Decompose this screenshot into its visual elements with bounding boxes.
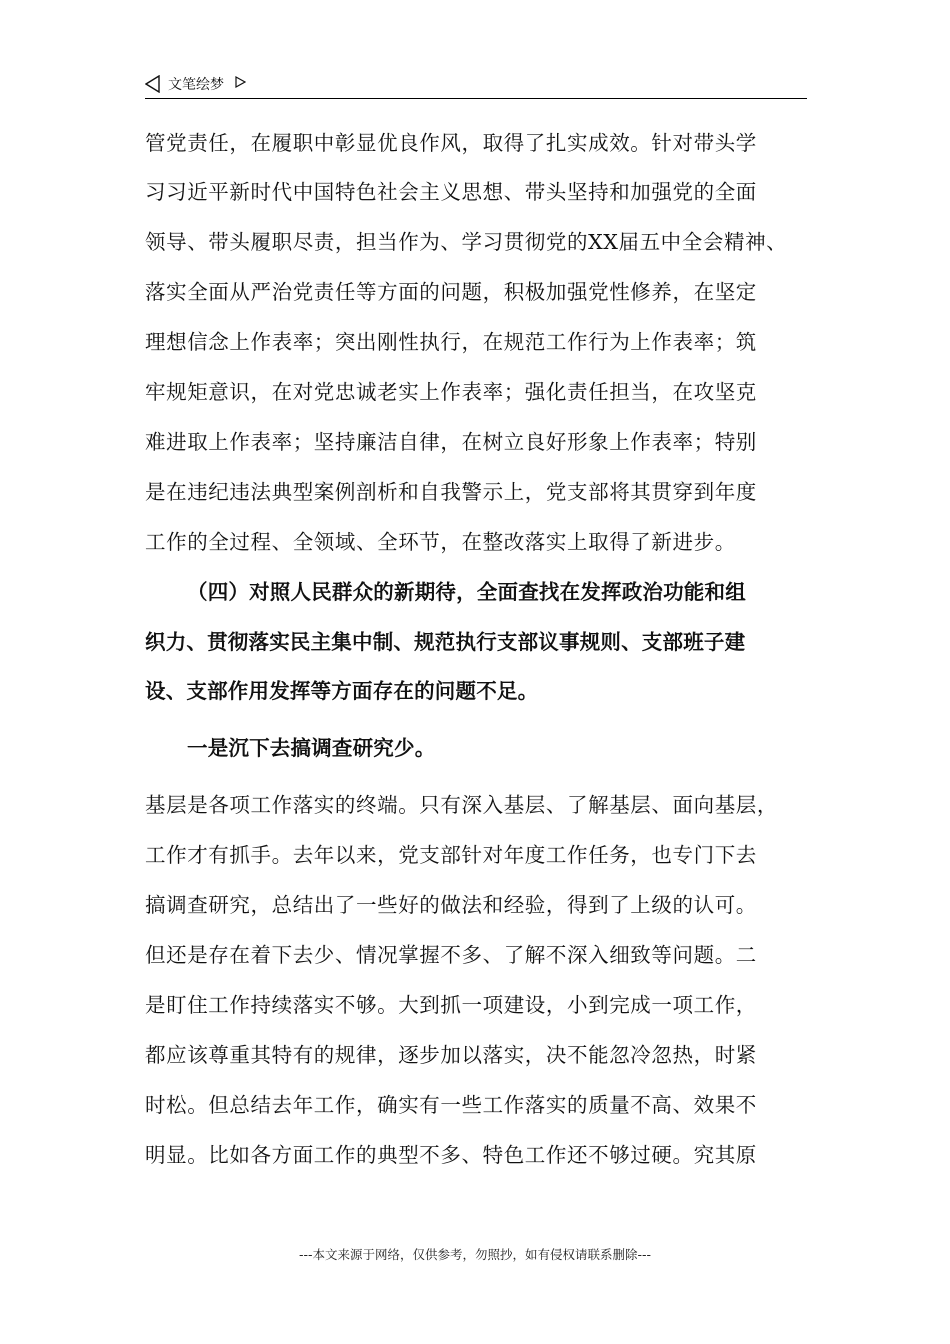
paragraph-line: 明显。比如各方面工作的典型不多、特色工作还不够过硬。究其原 — [145, 1143, 757, 1167]
paragraph-line: 是盯住工作持续落实不够。大到抓一项建设，小到完成一项工作， — [145, 993, 757, 1017]
paragraph-line: 工作的全过程、全领域、全环节，在整改落实上取得了新进步。 — [145, 530, 736, 554]
paragraph-line: 工作才有抓手。去年以来，党支部针对年度工作任务，也专门下去 — [145, 843, 757, 867]
paragraph-line: 管党责任，在履职中彰显优良作风，取得了扎实成效。针对带头学 — [145, 131, 757, 155]
paragraph-line: 牢规矩意识，在对党忠诚老实上作表率；强化责任担当，在攻坚克 — [145, 380, 757, 404]
paragraph-line: 习习近平新时代中国特色社会主义思想、带头坚持和加强党的全面 — [145, 180, 757, 204]
paragraph-line: 搞调查研究，总结出了一些好的做法和经验，得到了上级的认可。 — [145, 893, 757, 917]
triangle-right-outline-icon — [235, 76, 246, 88]
heading-line: 织力、贯彻落实民主集中制、规范执行支部议事规则、支部班子建 — [145, 630, 746, 654]
triangle-left-outline-icon — [145, 75, 161, 93]
paragraph-line: 理想信念上作表率；突出刚性执行，在规范工作行为上作表率；筑 — [145, 330, 757, 354]
paragraph-line: 是在违纪违法典型案例剖析和自我警示上，党支部将其贯穿到年度 — [145, 480, 757, 504]
paragraph-line: 领导、带头履职尽责，担当作为、学习贯彻党的XX届五中全会精神、 — [145, 230, 788, 254]
paragraph-line: 基层是各项工作落实的终端。只有深入基层、了解基层、面向基层， — [145, 793, 778, 817]
heading-line: 设、支部作用发挥等方面存在的问题不足。 — [145, 679, 539, 703]
paragraph-line: 时松。但总结去年工作，确实有一些工作落实的质量不高、效果不 — [145, 1093, 757, 1117]
header-title: 文笔绘梦 — [168, 77, 224, 93]
paragraph-line: 落实全面从严治党责任等方面的问题，积极加强党性修养，在坚定 — [145, 280, 757, 304]
paragraph-line: 都应该尊重其特有的规律，逐步加以落实，决不能忽冷忽热，时紧 — [145, 1043, 757, 1067]
heading-line: 一是沉下去搞调查研究少。 — [187, 736, 436, 760]
paragraph-line: 但还是存在着下去少、情况掌握不多、了解不深入细致等问题。二 — [145, 943, 757, 967]
footer-disclaimer: ---本文来源于网络，仅供参考，勿照抄，如有侵权请联系删除--- — [298, 1247, 652, 1262]
page-header — [145, 74, 807, 99]
paragraph-line: 难进取上作表率；坚持廉洁自律，在树立良好形象上作表率；特别 — [145, 430, 757, 454]
heading-line: （四）对照人民群众的新期待，全面查找在发挥政治功能和组 — [187, 580, 746, 604]
